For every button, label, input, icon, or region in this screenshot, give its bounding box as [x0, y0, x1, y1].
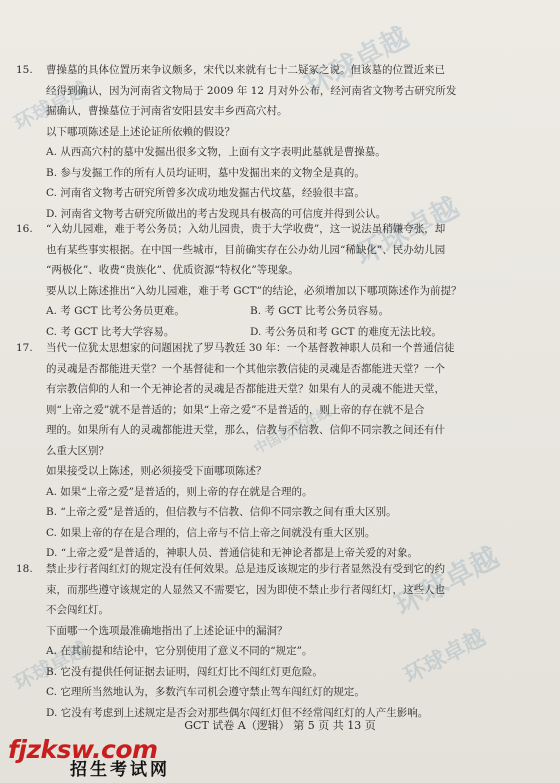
option-b: B. “上帝之爱”是普适的，但信教与不信教、信仰不同宗教之间有重大区别。 — [46, 506, 397, 518]
option-b: B. 参与发掘工作的所有人员均证明，墓中发掘出来的文物全是真的。 — [46, 166, 365, 179]
question-stem-line: 则“上帝之爱”就不是普适的；如果“上帝之爱”不是普适的，则上帝的存在就不是合 — [46, 403, 425, 416]
question-17 — [16, 338, 516, 564]
question-stem-line: 有宗教信仰的人和一个无神论者的灵魂是否都能进天堂？如果有人的灵魂不能进天堂， — [46, 383, 445, 395]
question-stem-line: 不会闯红灯。 — [46, 604, 109, 616]
question-number: 15. — [16, 64, 33, 76]
option-d: D. 它没有考虑到上述规定是否会对那些偶尔闯红灯但不经常闯红灯的人产生影响。 — [46, 706, 429, 719]
question-number: 17. — [16, 342, 33, 354]
option-c: C. 如果上帝的存在是合理的，信上帝与不信上帝之间就没有重大区别。 — [46, 526, 376, 539]
question-stem-line: 么重大区别？ — [46, 444, 109, 457]
question-prompt: 如果接受以上陈述，则必须接受下面哪项陈述？ — [46, 465, 267, 477]
site-tagline: 招生考试网 — [70, 760, 170, 780]
question-stem-line: 也有某些事实根据。在中国一些城市，目前确实存在公办幼儿园“稀缺化”、民办幼儿园 — [46, 243, 446, 256]
option-b: B. 考 GCT 比考公务员容易。 — [250, 305, 389, 317]
question-prompt: 下面哪一个选项最准确地指出了上述论证中的漏洞？ — [46, 624, 288, 637]
question-stem-line: 的灵魂是否都能进天堂？一个基督徒和一个其他宗教信徒的灵魂是否都能进天堂？一个 — [46, 362, 445, 375]
watermark: 环球卓越 — [9, 76, 92, 136]
watermark: 环球卓越 — [9, 636, 92, 696]
question-number: 18. — [16, 563, 33, 575]
question-prompt: 要从以上陈述推出“入幼儿园难，难于考 GCT”的结论，必须增加以下哪项陈述作为前提？ — [46, 284, 462, 297]
option-c: C. 考 GCT 比考大学容易。 — [46, 325, 175, 338]
question-number: 16. — [16, 223, 33, 235]
question-stem-line: 理的。如果所有人的灵魂都能进天堂，那么，信教与不信教、信仰不同宗教之间还有什 — [46, 424, 445, 436]
option-row — [46, 301, 516, 322]
question-stem-line: 当代一位犹太思想家的问题困扰了罗马教廷 30 年：一个基督教神职人员和一个普通信徒 — [46, 342, 455, 354]
option-a: A. 考 GCT 比考公务员更难。 — [46, 305, 185, 317]
watermark: 环球卓越 — [389, 540, 504, 623]
option-a: A. 在其前提和结论中，它分别使用了意义不同的“规定”。 — [46, 645, 313, 657]
question-stem-line: “入幼儿园难，难于考公务员；入幼儿园贵，贵于大学收费”，这一说法虽稍嫌夸张，却 — [46, 223, 446, 235]
question-15 — [16, 60, 516, 224]
option-a: A. 如果“上帝之爱”是普适的，则上帝的存在就是合理的。 — [46, 485, 313, 498]
option-d: D. “上帝之爱”是普适的，神职人员、普通信徒和无神论者都是上帝关爱的对象。 — [46, 547, 418, 559]
question-stem-line: “两极化”、收费“贵族化”、优质资源“特权化”等现象。 — [46, 264, 299, 276]
option-c: C. 它理所当然地认为，多数汽车司机会遵守禁止驾车闯红灯的规定。 — [46, 686, 365, 698]
page-footer: GCT 试卷 A（逻辑） 第 5 页 共 13 页 — [184, 719, 376, 732]
option-d: D. 河南省文物考古研究所做出的考古发现具有极高的可信度并得到公认。 — [46, 207, 387, 220]
question-stem-line: 束，而那些遵守该规定的人显然又不需要它，因为即使不禁止步行者闯红灯，这些人也 — [46, 583, 445, 596]
watermark: 环球卓越 — [349, 190, 464, 273]
option-b: B. 它没有提供任何证据去证明，闯红灯比不闯红灯更危险。 — [46, 665, 323, 678]
question-prompt: 以下哪项陈述是上述论证所依赖的假设？ — [46, 125, 235, 138]
watermark: 环球卓越 — [299, 20, 414, 103]
watermark: 环球卓越 — [400, 625, 490, 689]
question-stem-line: 禁止步行者闯红灯的规定没有任何效果。总是违反该规定的步行者显然没有受到它的约 — [46, 563, 445, 575]
question-16 — [16, 219, 516, 342]
question-18 — [16, 559, 516, 723]
watermark: 中国教育在线 — [251, 404, 334, 458]
question-stem-line: 掘确认，曹操墓位于河南省安阳县安丰乡西高穴村。 — [46, 105, 288, 117]
question-stem-line: 经得到确认，因为河南省文物局于 2009 年 12 月对外公布，经河南省文物考古研究所发 — [46, 84, 457, 97]
option-a: A. 从西高穴村的墓中发掘出很多文物，上面有文字表明此墓就是曹操墓。 — [46, 146, 386, 158]
site-logo: fjzksw.com — [8, 735, 158, 764]
option-d: D. 考公务员和考 GCT 的难度无法比较。 — [250, 325, 442, 338]
option-c: C. 河南省文物考古研究所曾多次成功地发掘古代坟墓，经验很丰富。 — [46, 187, 365, 199]
question-stem-line: 曹操墓的具体位置历来争议颇多，宋代以来就有七十二疑冢之说。但该墓的位置近来已 — [46, 64, 445, 76]
